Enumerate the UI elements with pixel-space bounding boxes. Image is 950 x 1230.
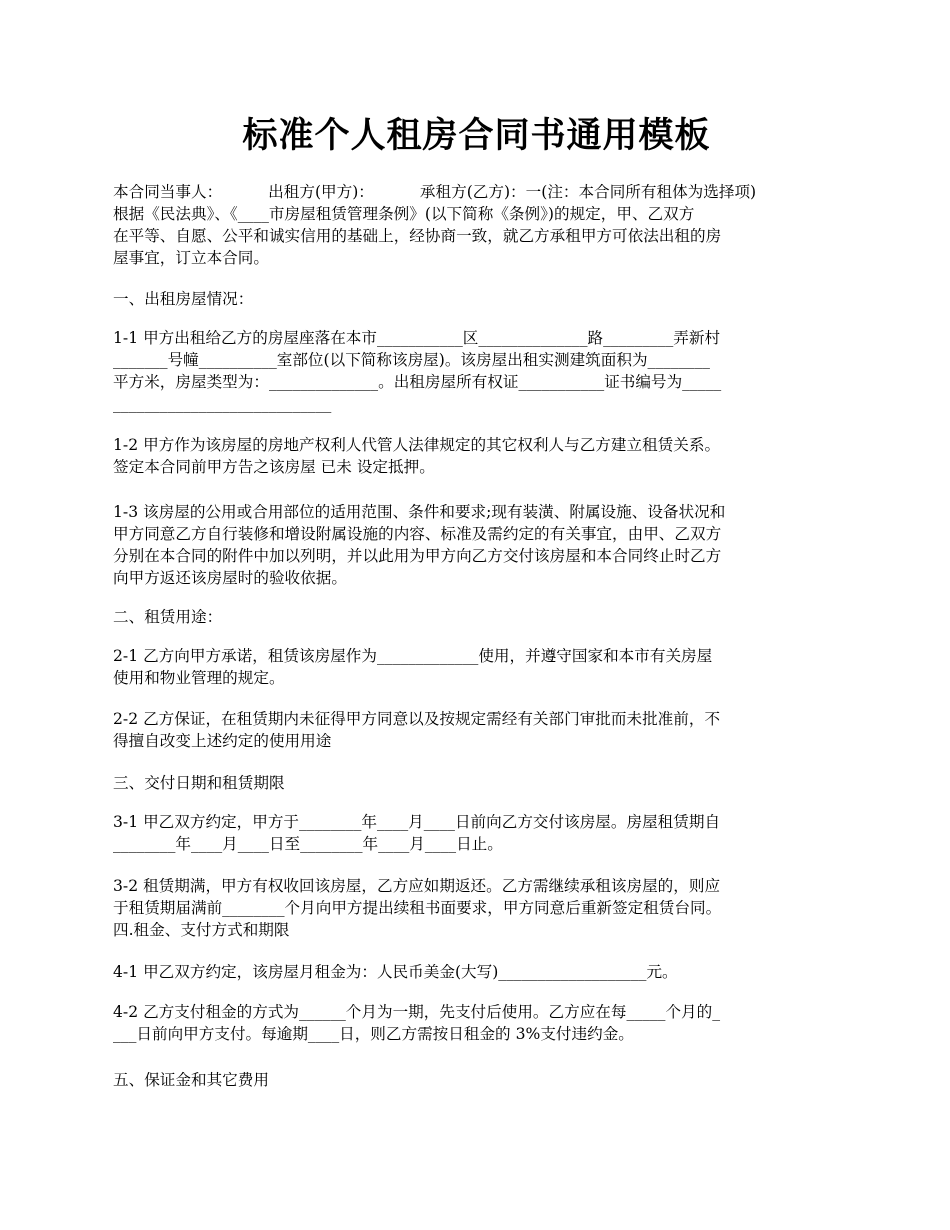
text-line: 根据《民法典》、《____市房屋租赁管理条例》(以下简称《条例》)的规定，甲、乙双方 [113, 205, 695, 223]
paragraph-intro [113, 181, 840, 269]
text-line: ____________________________ [113, 395, 332, 413]
section-heading-2 [113, 606, 840, 628]
text-line: 4-2 乙方支付租金的方式为______个月为一期，先支付后使用。乙方应在每_____个月的_ [113, 1003, 721, 1021]
text-line: 3-1 甲乙双方约定，甲方于________年____月____日前向乙方交付该房屋。房屋租赁期自 [113, 813, 721, 831]
paragraph-3-2 [113, 875, 840, 941]
text-line: 1-2 甲方作为该房屋的房地产权利人代管人法律规定的其它权利人与乙方建立租赁关系。 [113, 436, 721, 454]
paragraph-1-2 [113, 434, 840, 478]
paragraph-2-1 [113, 645, 840, 689]
text-line: 甲方同意乙方自行装修和增设附属设施的内容、标准及需约定的有关事宜，由甲、乙双方 [113, 525, 722, 543]
section-heading-text: 二、租赁用途： [113, 608, 223, 626]
text-line: 1-1 甲方出租给乙方的房屋座落在本市___________区______________路_________弄新村 [113, 329, 721, 347]
text-line: 3-2 租赁期满，甲方有权收回该房屋，乙方应如期返还。乙方需继续承租该房屋的，则应 [113, 877, 721, 895]
text-line: 分别在本合同的附件中加以列明，并以此用为甲方向乙方交付该房屋和本合同终止时乙方 [113, 547, 722, 565]
paragraph-1-3 [113, 501, 840, 589]
parties-label: 本合同当事人： [113, 183, 223, 201]
paragraph-3-1 [113, 811, 840, 855]
text-line: 平方米，房屋类型为：______________。出租房屋所有权证___________证书编号为_____ [113, 373, 722, 391]
text-line: 1-3 该房屋的公用或合用部位的适用范围、条件和要求;现有装潢、附属设施、设备状况和 [113, 503, 726, 521]
section-heading-5 [113, 1069, 840, 1091]
text-line: 向甲方返还该房屋时的验收依据。 [113, 569, 347, 587]
text-line: 屋事宜，订立本合同。 [113, 249, 269, 267]
text-line: 于租赁期届满前________个月向甲方提出续租书面要求，甲方同意后重新签定租赁台同。 [113, 899, 722, 917]
paragraph-1-1 [113, 327, 840, 415]
text-line: _______号幢__________室部位(以下简称该房屋)。该房屋出租实测建筑面积为________ [113, 351, 710, 369]
text-line: 4-1 甲乙双方约定，该房屋月租金为：人民币美金(大写)___________________元。 [113, 963, 678, 981]
section-heading-text: 三、交付日期和租赁期限 [113, 774, 285, 792]
document-title: 标准个人租房合同书通用模板 [242, 115, 711, 156]
text-line: 得擅自改变上述约定的使用用途 [113, 732, 332, 750]
section-heading-3 [113, 772, 840, 794]
lessor-label: 出租方(甲方)： [268, 183, 374, 201]
paragraph-2-2 [113, 708, 840, 752]
paragraph-4-1 [113, 961, 840, 983]
paragraph-4-2 [113, 1001, 840, 1045]
text-line: ___日前向甲方支付。每逾期____日，则乙方需按日租金的 3%支付违约金。 [113, 1025, 634, 1043]
intro-parties-line [113, 181, 840, 203]
lessee-label: 承租方(乙方)：一(注：本合同所有租体为选择项) [419, 183, 757, 201]
section-heading-text: 五、保证金和其它费用 [113, 1071, 269, 1089]
text-line: 签定本合同前甲方告之该房屋 已未 设定抵押。 [113, 458, 435, 476]
text-line: 使用和物业管理的规定。 [113, 669, 285, 687]
text-line: 四.租金、支付方式和期限 [113, 921, 290, 939]
text-line: 2-1 乙方向甲方承诺，租赁该房屋作为_____________使用，并遵守国家和本市有关房屋 [113, 647, 713, 665]
section-heading-text: 一、出租房屋情况： [113, 290, 254, 308]
text-line: 2-2 乙方保证，在租赁期内未征得甲方同意以及按规定需经有关部门审批而未批准前，不 [113, 710, 721, 728]
section-heading-1 [113, 288, 840, 310]
text-line: 在平等、自愿、公平和诚实信用的基础上，经协商一致，就乙方承租甲方可依法出租的房 [113, 227, 722, 245]
text-line: ________年____月____日至________年____月____日止。 [113, 835, 503, 853]
